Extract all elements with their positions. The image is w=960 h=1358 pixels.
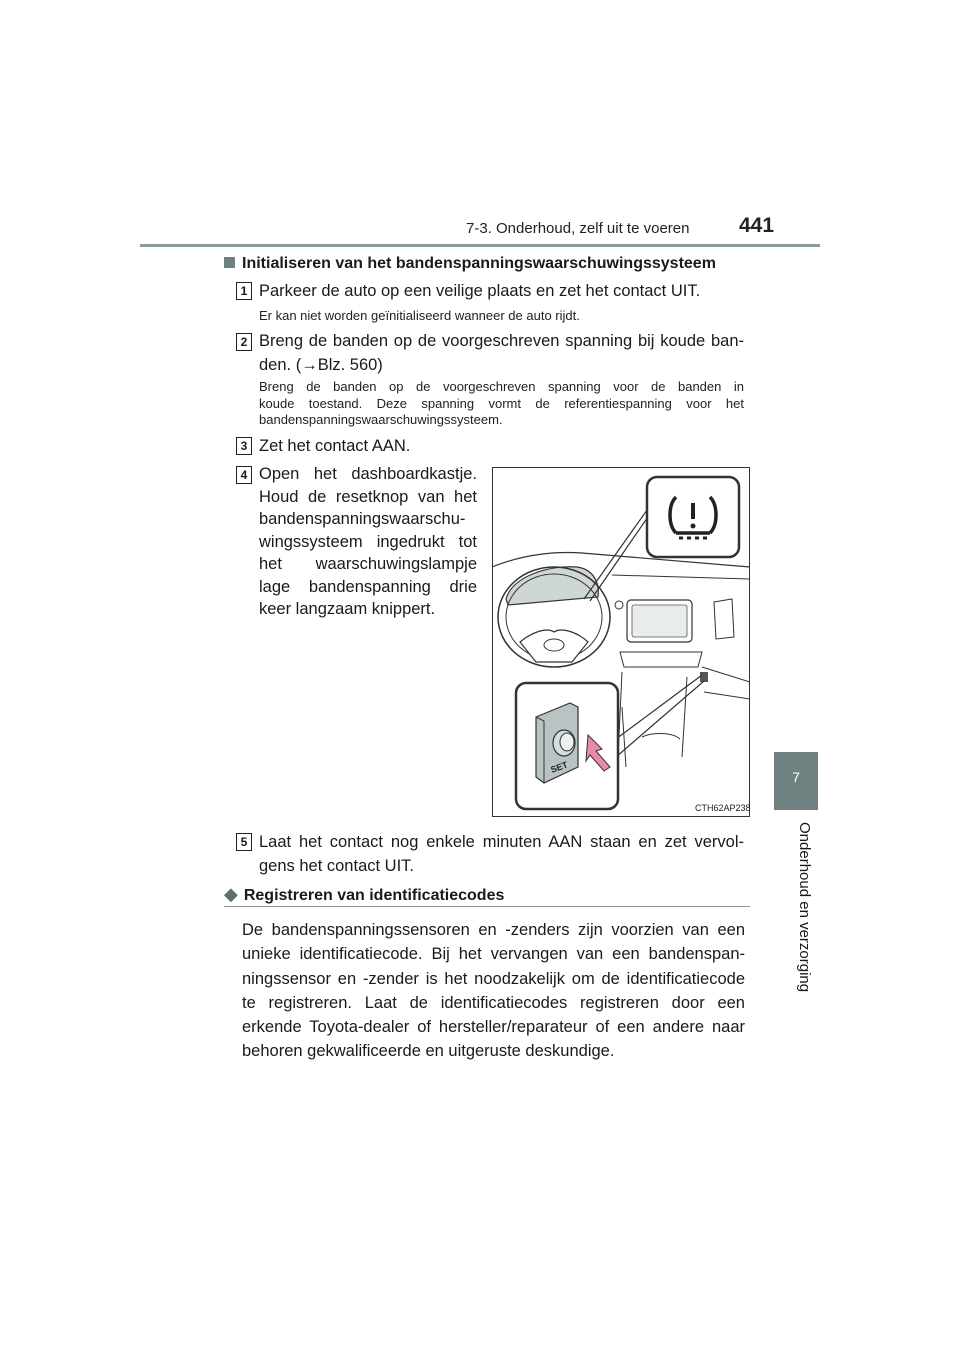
step-2-text: [259, 329, 744, 377]
subsection-body: [242, 918, 745, 1064]
step-number-4: 4: [236, 466, 252, 484]
square-bullet-icon: [224, 257, 235, 268]
step-2-note-line-1: Breng de banden op de voorgeschreven spanning voor de banden in: [259, 379, 744, 394]
step-number-5: 5: [236, 833, 252, 851]
body-line: erkende Toyota-dealer of hersteller/reparateur of een andere naar: [242, 1018, 745, 1037]
step-2-note: [259, 379, 744, 429]
step-4-line: Houd de resetknop van het: [259, 487, 477, 506]
diamond-bullet-icon: ◆: [224, 884, 238, 904]
subsection-title: [224, 884, 504, 905]
body-line: De bandenspanningssensoren en -zenders zijn voorzien van een: [242, 921, 745, 939]
body-line: unieke identificatiecode. Bij het vervangen van een bandenspan-: [242, 945, 745, 964]
subsection-title-text: Registreren van identificatiecodes: [243, 887, 505, 904]
step-3-text: Zet het contact AAN.: [259, 437, 411, 455]
step-1-text: Parkeer de auto op een veilige plaats en zet het contact UIT.: [259, 282, 701, 300]
illustration-code: CTH62AP238: [695, 803, 751, 813]
step-4-line: wingssysteem ingedrukt tot: [259, 532, 477, 551]
dashboard-illustration: [492, 467, 750, 817]
step-number-1: 1: [236, 282, 252, 300]
step-2-note-line-2: koude toestand. Deze spanning vormt de referentiespanning voor het: [259, 395, 744, 411]
step-4-line: lage bandenspanning drie: [259, 577, 477, 596]
header-divider: [140, 244, 820, 247]
step-5-text-line-2: gens het contact UIT.: [259, 857, 415, 875]
step-4-line: Open het dashboardkastje.: [259, 465, 477, 483]
set-button-text: SET: [549, 759, 570, 775]
running-header: 7-3. Onderhoud, zelf uit te voeren: [466, 220, 690, 237]
page-number: 441: [739, 214, 775, 237]
step-1-note: Er kan niet worden geïnitialiseerd wanneer de auto rijdt.: [259, 308, 580, 323]
step-4-line: keer langzaam knippert.: [259, 600, 436, 618]
step-4-line: bandenspanningswaarschu-: [259, 510, 466, 528]
step-number-2: 2: [236, 333, 252, 351]
step-number-3: 3: [236, 437, 252, 455]
section-title-text: Initialiseren van het bandenspanningswaarschuwingssysteem: [242, 255, 716, 272]
step-4-line: het waarschuwingslampje: [259, 555, 477, 573]
body-line: te registreren. Laat de identificatiecodes registreren door een: [242, 993, 745, 1012]
step-5-text: [259, 830, 744, 878]
chapter-title: Onderhoud en verzorging: [796, 822, 813, 993]
step-2-text-line-2: den. (→Blz. 560): [259, 356, 383, 374]
subsection-divider: [224, 906, 750, 907]
step-4-text: [259, 463, 477, 621]
step-2-text-line-1: Breng de banden op de voorgeschreven spanning bij koude ban-: [259, 332, 744, 350]
step-5-text-line-1: Laat het contact nog enkele minuten AAN staan en zet vervol-: [259, 833, 744, 851]
body-line: behoren gekwalificeerde en uitgeruste deskundige.: [242, 1042, 615, 1061]
section-title: [224, 255, 716, 273]
chapter-number: 7: [792, 769, 800, 785]
body-line: ningssensor en -zender is het noodzakelijk om de identificatiecode: [242, 969, 745, 988]
step-2-note-line-3: bandenspanningswaarschuwingssysteem.: [259, 412, 503, 427]
